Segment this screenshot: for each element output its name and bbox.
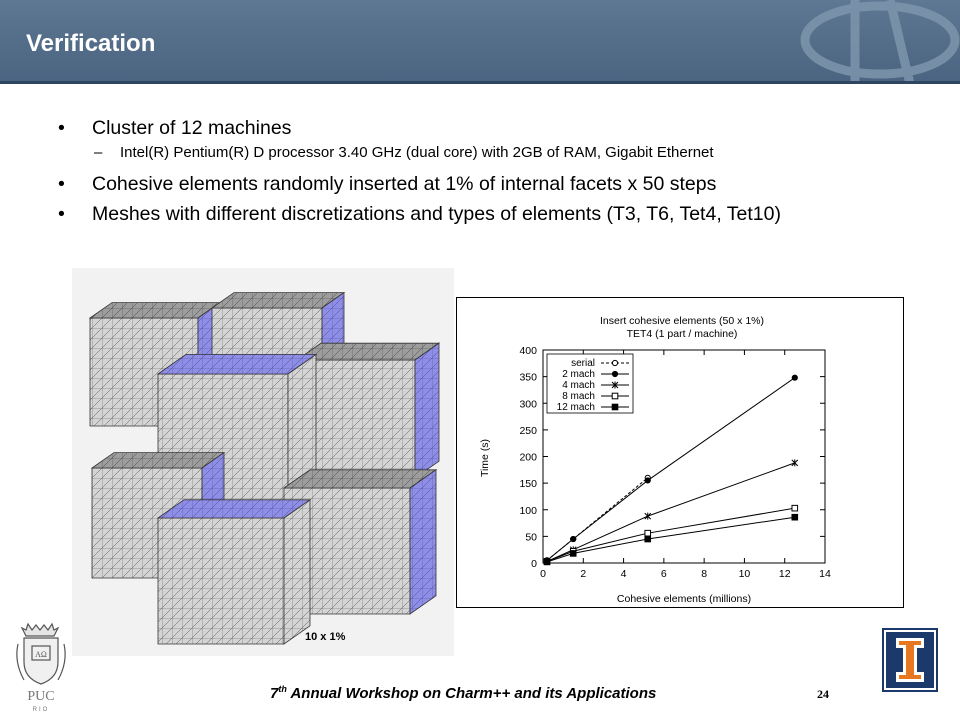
x-tick-label: 4 [620, 568, 627, 580]
cube-side-face [415, 343, 439, 478]
data-point [612, 404, 618, 410]
x-tick-label: 10 [738, 568, 751, 580]
cube-side-face [410, 470, 436, 614]
x-tick-label: 6 [660, 568, 667, 580]
data-point [612, 371, 617, 376]
puc-logo-subtext: RIO [32, 707, 50, 713]
cube-top-face [92, 453, 224, 468]
footer-ordinal: 7 [270, 685, 279, 702]
chart-subtitle: TET4 (1 part / machine) [626, 328, 738, 340]
bullet-list [58, 117, 918, 233]
x-tick-label: 2 [580, 568, 587, 580]
series-line [547, 463, 795, 562]
cube-top-face [212, 293, 344, 308]
y-tick-label: 200 [519, 451, 537, 464]
y-axis-label: Time (s) [479, 438, 491, 478]
footer-ordinal-suffix: th [278, 684, 287, 694]
y-tick-label: 50 [525, 531, 537, 544]
legend-label: 8 mach [562, 391, 595, 402]
data-point [645, 513, 651, 520]
line-chart [457, 298, 903, 607]
data-point [792, 514, 798, 520]
chart-title: Insert cohesive elements (50 x 1%) [600, 315, 764, 327]
cube-mesh-illustration [72, 268, 454, 656]
bullet-item: • Meshes with different discretizations and types of elements (T3, T6, Tet4, Tet10) [58, 203, 781, 225]
university-emblem-icon [760, 0, 960, 84]
sub-bullet-item: – Intel(R) Pentium(R) D processor 3.40 GHz (dual core) with 2GB of RAM, Gigabit Ethernet [94, 144, 714, 161]
cube-top-face [297, 343, 439, 360]
data-point [612, 393, 618, 399]
cube-top-face [284, 470, 436, 488]
data-point [570, 551, 576, 557]
data-point [645, 530, 651, 536]
y-tick-label: 400 [519, 345, 537, 357]
data-point [645, 536, 651, 542]
series-line [547, 508, 795, 561]
svg-text:AΩ: AΩ [35, 650, 47, 659]
footer-event: Annual Workshop on Charm++ and its Applications [286, 685, 657, 702]
puc-logo-text: PUC [27, 689, 55, 704]
data-point [792, 459, 798, 466]
y-tick-label: 250 [519, 424, 537, 437]
illinois-logo [882, 628, 938, 692]
x-tick-label: 8 [701, 568, 708, 580]
cube-top-face [90, 303, 220, 318]
image-caption: 10 x 1% [305, 631, 346, 643]
data-point [792, 505, 798, 511]
footer-text [270, 684, 656, 702]
x-axis-label: Cohesive elements (millions) [616, 593, 752, 605]
data-point [544, 559, 550, 565]
puc-rio-logo [12, 622, 72, 714]
x-tick-label: 12 [778, 568, 791, 580]
x-tick-label: 14 [819, 568, 831, 580]
title-bar [0, 0, 960, 84]
y-tick-label: 350 [519, 371, 537, 384]
bullet-item: • Cluster of 12 machines [58, 117, 292, 139]
y-tick-label: 150 [519, 478, 537, 491]
legend-label: 4 mach [562, 380, 595, 391]
page-number: 24 [817, 687, 829, 701]
cube-front-face [158, 518, 284, 644]
data-point [792, 375, 797, 380]
cube-top-face [158, 500, 310, 518]
data-point [645, 478, 650, 483]
legend-label: 2 mach [562, 369, 595, 380]
slide-title: Verification [26, 30, 156, 57]
y-tick-label: 300 [519, 398, 537, 411]
data-point [612, 360, 617, 365]
bullet-text: Cohesive elements randomly inserted at 1% of internal facets x 50 steps [92, 173, 717, 195]
legend-label: 12 mach [556, 402, 595, 413]
mesh-image [72, 268, 454, 656]
bullet-item: • Cohesive elements randomly inserted at 1% of internal facets x 50 steps [58, 173, 717, 195]
y-tick-label: 100 [519, 504, 537, 517]
x-tick-label: 0 [540, 568, 546, 580]
y-tick-label: 0 [531, 558, 537, 570]
sub-bullet-text: Intel(R) Pentium(R) D processor 3.40 GHz (dual core) with 2GB of RAM, Gigabit Ethernet [120, 144, 714, 161]
bullet-text: Meshes with different discretizations and types of elements (T3, T6, Tet4, Tet10) [92, 203, 781, 225]
bullet-text: Cluster of 12 machines [92, 117, 292, 139]
legend-label: serial [571, 358, 595, 369]
cube-side-face [284, 500, 310, 644]
series-line [547, 517, 795, 562]
chart-frame [456, 297, 904, 608]
data-point [571, 536, 576, 541]
